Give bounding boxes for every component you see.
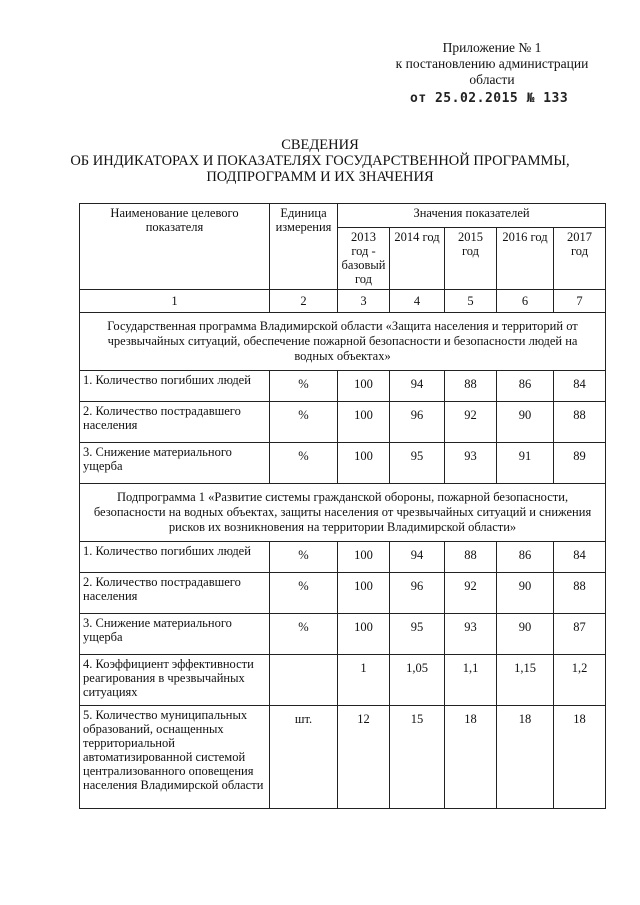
value-2016: 86 [497, 371, 554, 402]
appendix-block [372, 40, 612, 107]
header-values: Значения показателей [338, 204, 606, 228]
section-heading-subprogram-1: Подпрограмма 1 «Развитие системы гражданской обороны, пожарной безопасности, безопасности на водных объектах, защиты населения от чрезвычайных ситуаций и снижения рисков их возникновения на территории Владимирской области» [80, 484, 606, 542]
column-number: 7 [554, 290, 606, 313]
column-number: 4 [390, 290, 445, 313]
section-heading-state-program: Государственная программа Владимирской области «Защита населения и территорий от чрезвычайных ситуаций, обеспечение пожарной безопасности и безопасности людей на водных объектах» [80, 313, 606, 371]
value-2016: 90 [497, 573, 554, 614]
value-2017: 87 [554, 614, 606, 655]
indicator-unit: % [270, 542, 338, 573]
value-2014: 1,05 [390, 655, 445, 706]
indicator-unit: % [270, 573, 338, 614]
header-year-2017: 2017 год [554, 228, 606, 290]
value-2017: 18 [554, 706, 606, 809]
indicator-name: 2. Количество пострадавшего населения [80, 402, 270, 443]
value-2015: 93 [445, 614, 497, 655]
value-2013: 100 [338, 402, 390, 443]
indicator-name: 5. Количество муниципальных образований, оснащенных территориальной автоматизированной системой централизованного оповещения населения Владимирской области [80, 706, 270, 809]
indicator-name: 1. Количество погибших людей [80, 371, 270, 402]
header-year-2014: 2014 год [390, 228, 445, 290]
value-2014: 94 [390, 371, 445, 402]
table-row [80, 371, 606, 402]
header-unit: Единица измерения [270, 204, 338, 290]
value-2016: 1,15 [497, 655, 554, 706]
indicator-name: 4. Коэффициент эффективности реагирования в чрезвычайных ситуациях [80, 655, 270, 706]
value-2017: 88 [554, 402, 606, 443]
value-2015: 92 [445, 573, 497, 614]
column-number: 2 [270, 290, 338, 313]
indicator-unit [270, 655, 338, 706]
table-row [80, 443, 606, 484]
value-2014: 96 [390, 573, 445, 614]
value-2016: 90 [497, 614, 554, 655]
indicator-unit: % [270, 402, 338, 443]
value-2013: 100 [338, 443, 390, 484]
value-2013: 12 [338, 706, 390, 809]
value-2014: 95 [390, 443, 445, 484]
value-2014: 96 [390, 402, 445, 443]
table-row [80, 706, 606, 809]
indicator-unit: % [270, 443, 338, 484]
document-title [40, 137, 600, 185]
value-2015: 88 [445, 542, 497, 573]
header-year-2015: 2015 год [445, 228, 497, 290]
indicator-name: 3. Снижение материального ущерба [80, 443, 270, 484]
indicator-unit: % [270, 371, 338, 402]
value-2016: 86 [497, 542, 554, 573]
appendix-line-3: области [469, 72, 515, 87]
value-2017: 88 [554, 573, 606, 614]
value-2015: 1,1 [445, 655, 497, 706]
title-line-1: СВЕДЕНИЯ [281, 137, 359, 153]
value-2015: 93 [445, 443, 497, 484]
value-2014: 15 [390, 706, 445, 809]
table-row [80, 402, 606, 443]
table-row [80, 614, 606, 655]
header-year-2013: 2013 год - базовый год [338, 228, 390, 290]
value-2014: 95 [390, 614, 445, 655]
indicator-unit: % [270, 614, 338, 655]
value-2016: 18 [497, 706, 554, 809]
value-2017: 84 [554, 371, 606, 402]
header-year-2016: 2016 год [497, 228, 554, 290]
table-row [80, 573, 606, 614]
value-2017: 89 [554, 443, 606, 484]
column-numbers-row [80, 290, 606, 313]
resolution-date-number: от 25.02.2015 № 133 [410, 91, 569, 106]
title-line-2: ОБ ИНДИКАТОРАХ И ПОКАЗАТЕЛЯХ ГОСУДАРСТВЕННОЙ ПРОГРАММЫ, [70, 153, 570, 169]
value-2013: 1 [338, 655, 390, 706]
indicator-name: 1. Количество погибших людей [80, 542, 270, 573]
column-number: 3 [338, 290, 390, 313]
appendix-line-2: к постановлению администрации [395, 56, 589, 71]
value-2013: 100 [338, 542, 390, 573]
value-2015: 88 [445, 371, 497, 402]
value-2013: 100 [338, 573, 390, 614]
table-row [80, 542, 606, 573]
value-2015: 18 [445, 706, 497, 809]
indicator-name: 2. Количество пострадавшего населения [80, 573, 270, 614]
value-2016: 90 [497, 402, 554, 443]
value-2016: 91 [497, 443, 554, 484]
header-indicator-name: Наименование целевого показателя [80, 204, 270, 290]
title-line-3: ПОДПРОГРАММ И ИХ ЗНАЧЕНИЯ [206, 169, 434, 185]
indicator-name: 3. Снижение материального ущерба [80, 614, 270, 655]
value-2015: 92 [445, 402, 497, 443]
column-number: 1 [80, 290, 270, 313]
appendix-line-1: Приложение № 1 [442, 40, 542, 55]
indicators-table [79, 203, 606, 809]
indicator-unit: шт. [270, 706, 338, 809]
table-row [80, 655, 606, 706]
value-2014: 94 [390, 542, 445, 573]
value-2013: 100 [338, 614, 390, 655]
value-2013: 100 [338, 371, 390, 402]
value-2017: 84 [554, 542, 606, 573]
value-2017: 1,2 [554, 655, 606, 706]
column-number: 5 [445, 290, 497, 313]
column-number: 6 [497, 290, 554, 313]
